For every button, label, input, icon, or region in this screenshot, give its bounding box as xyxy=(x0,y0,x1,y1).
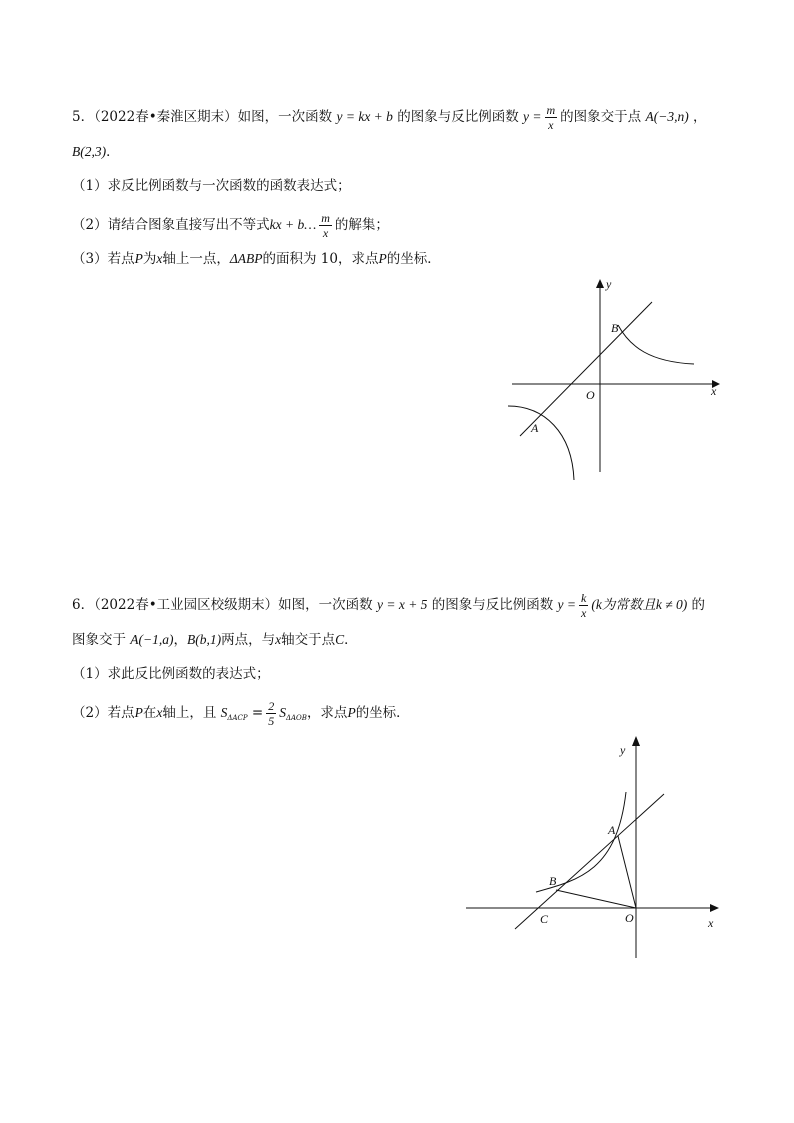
q6-number: 6． xyxy=(72,597,95,613)
q5-hyperbola-branch-1 xyxy=(618,325,694,364)
q5-linear-equation: y = kx + b xyxy=(336,109,393,124)
q5-hyperbola-branch-2 xyxy=(508,406,574,480)
q6-label-c: C xyxy=(540,912,549,926)
q6-fraction: $\frac{k}{x}$ xyxy=(581,591,587,620)
q5-fraction: $\frac{m}{x}$ xyxy=(546,103,556,132)
q6-x-arrow xyxy=(710,904,719,912)
q6-segment-bo xyxy=(556,890,636,908)
q6-line-2: 图象交于 A(−1,a)，B(b,1)两点，与x轴交于点C． xyxy=(72,632,358,648)
q6-linear-equation: y = x + 5 xyxy=(376,597,428,612)
q6-label-x: x xyxy=(708,916,714,930)
q5-label-a: A xyxy=(531,421,539,435)
q6-y-arrow xyxy=(632,736,640,746)
q6-source: （2022春•工业园区校级期末） xyxy=(94,597,279,613)
q5-label-y: y xyxy=(606,277,612,291)
q5-figure xyxy=(500,272,730,487)
q5-part-1: （1）求反比例函数与一次函数的函数表达式； xyxy=(72,178,351,194)
q5-linear-graph xyxy=(520,302,652,436)
q5-part-2: （2）请结合图象直接写出不等式kx + b… $\frac{m}{x}$ 的解集； xyxy=(72,211,389,240)
q5-point-b: B(2,3) xyxy=(72,144,107,159)
q6-part-1: （1）求此反比例函数的表达式； xyxy=(72,666,270,682)
q5-number: 5． xyxy=(72,109,95,125)
q5-label-b: B xyxy=(611,321,619,335)
q6-part-2: （2）若点P在x轴上，且 $S_{\Delta ACP}$ = $\frac{2}{5}$ $S_{\Delta AOB}$，求点P的坐标． xyxy=(72,699,410,728)
q6-label-b: B xyxy=(549,874,557,888)
q6-condition: (k为常数且k ≠ 0) xyxy=(591,597,688,612)
q6-segment-ao xyxy=(618,836,636,908)
q5-text: 的图象与反比例函数 xyxy=(397,109,519,125)
q5-line-1: 5．（2022春•秦淮区期末）如图，一次函数 y = kx + b 的图象与反比例函数 y = $\frac{m}{x}$ 的图象交于点 A(−3,n) ， xyxy=(72,103,707,132)
q5-label-x: x xyxy=(711,384,717,398)
q5-inequality: kx + b… xyxy=(269,217,317,232)
q5-y-arrow xyxy=(596,279,604,288)
q6-linear-graph xyxy=(515,794,664,929)
q6-label-o: O xyxy=(625,911,634,925)
q5-triangle: ΔABP xyxy=(229,251,263,266)
q6-figure xyxy=(460,730,730,970)
q5-line-2: B(2,3)． xyxy=(72,144,120,160)
q5-inverse-lhs: y = xyxy=(523,109,542,124)
q6-point-b: B(b,1) xyxy=(187,632,222,647)
q5-source: （2022春•秦淮区期末） xyxy=(94,109,238,125)
q6-label-y: y xyxy=(620,743,626,757)
q5-text: 的图象交于点 xyxy=(560,109,642,125)
q5-text: 如图，一次函数 xyxy=(237,109,333,125)
q5-label-o: O xyxy=(586,388,595,402)
q6-part2-fraction: $\frac{2}{5}$ xyxy=(268,699,275,728)
q5-part2-fraction: $\frac{m}{x}$ xyxy=(321,211,330,240)
q6-point-a: A(−1,a) xyxy=(130,632,174,647)
q6-line-1: 6．（2022春•工业园区校级期末）如图，一次函数 y = x + 5 的图象与反比例函数 y = $\frac{k}{x}$ (k为常数且k ≠ 0) 的 xyxy=(72,591,706,620)
q5-point-a: A(−3,n) xyxy=(645,109,689,124)
q6-label-a: A xyxy=(608,823,616,837)
q5-part-3: （3）若点P为x轴上一点，ΔABP的面积为 10，求点P的坐标． xyxy=(72,251,441,267)
